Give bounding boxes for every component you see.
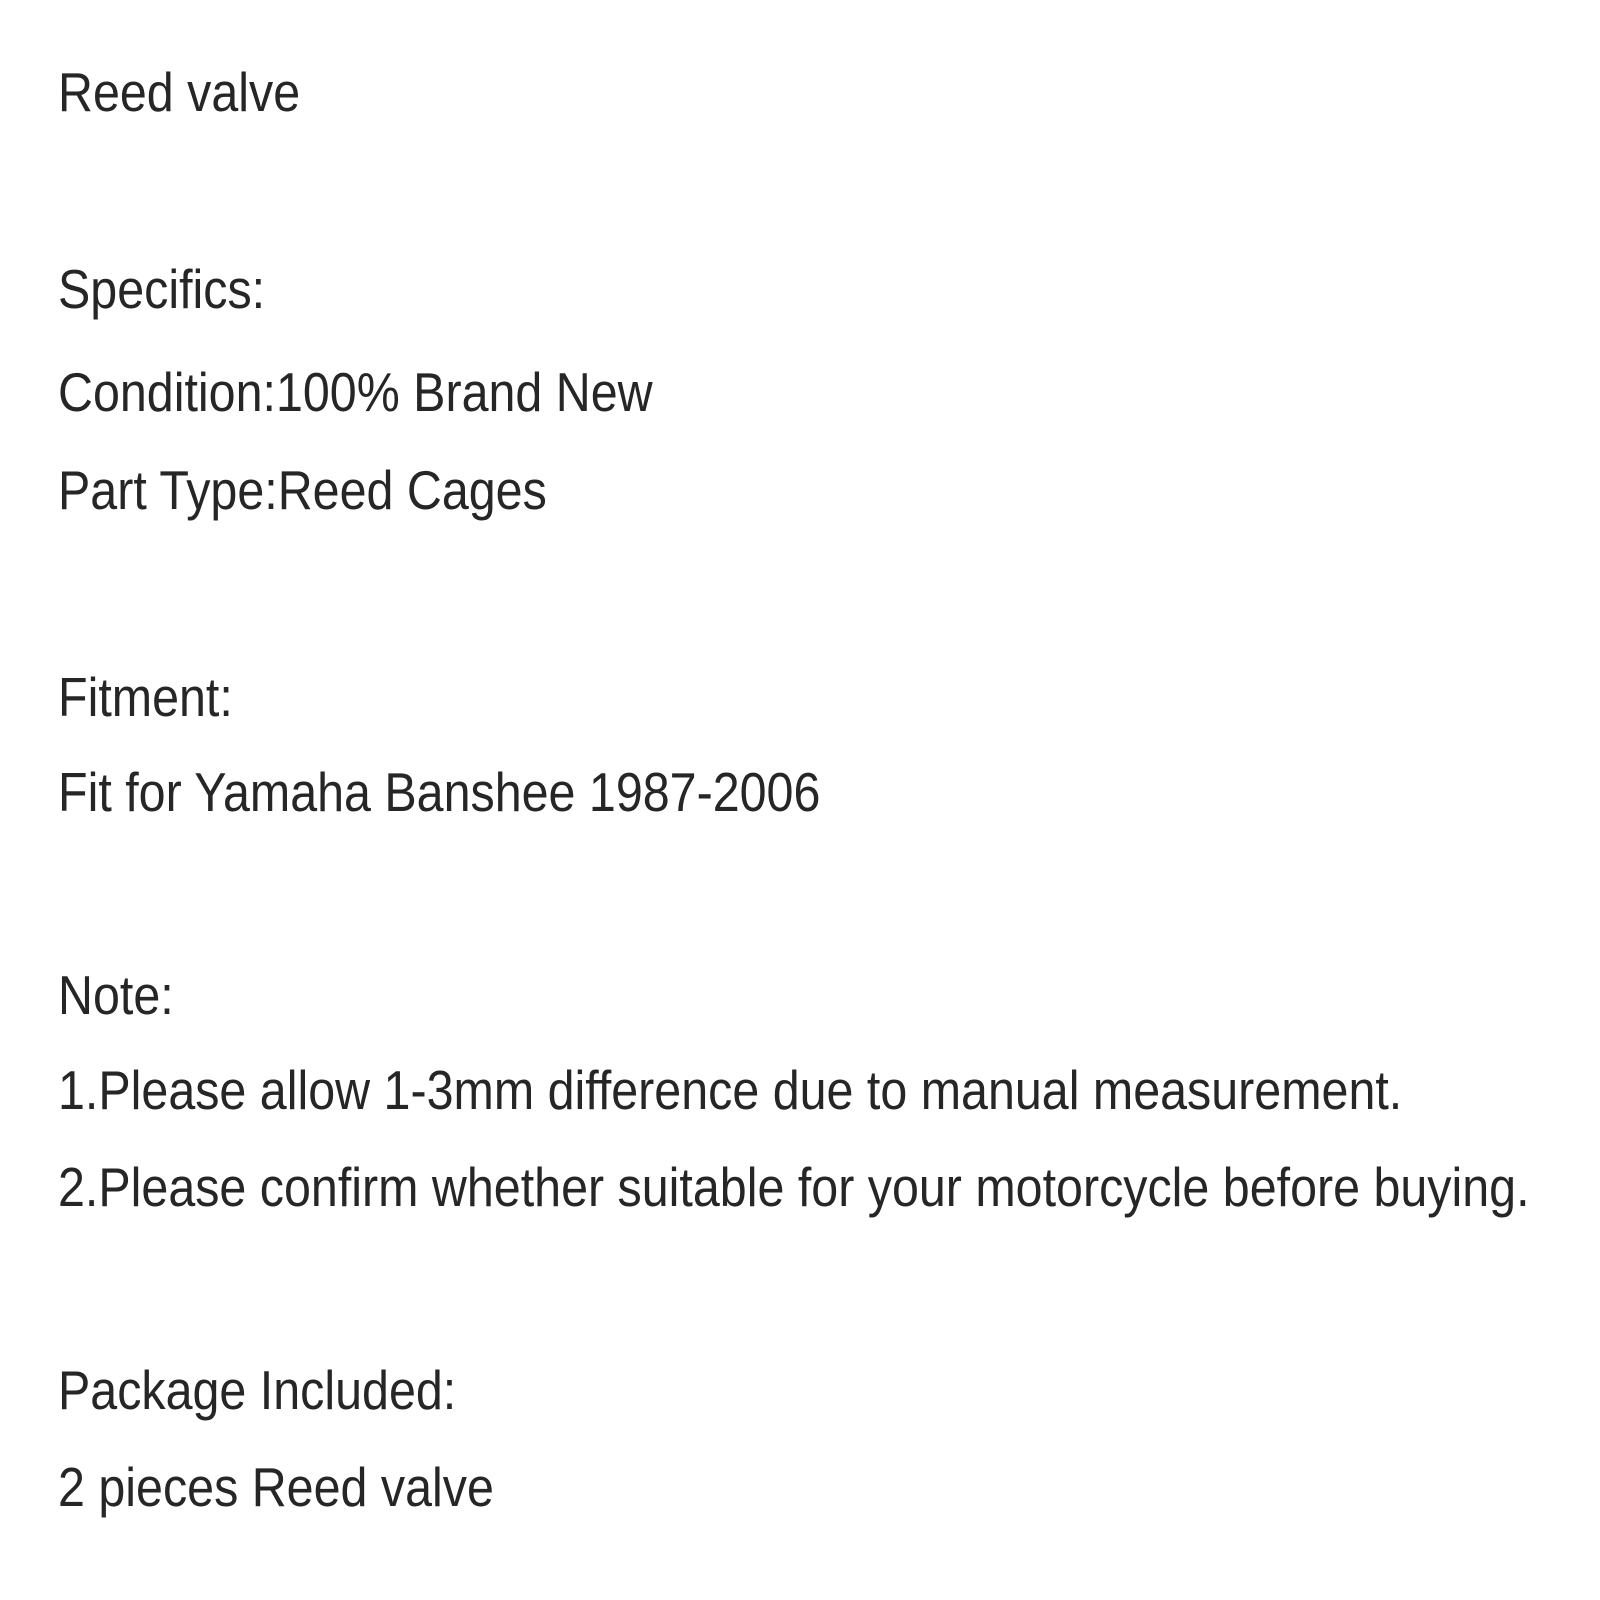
product-title: Reed valve (58, 61, 301, 123)
package-contents-line: 2 pieces Reed valve (58, 1456, 494, 1518)
note-line-1: 1.Please allow 1-3mm difference due to manual measurement. (58, 1059, 1403, 1121)
note-heading: Note: (58, 964, 174, 1026)
condition-line: Condition:100% Brand New (58, 361, 653, 423)
package-included-heading: Package Included: (58, 1359, 457, 1421)
fitment-heading: Fitment: (58, 666, 233, 728)
note-line-2: 2.Please confirm whether suitable for your motorcycle before buying. (58, 1156, 1530, 1218)
fitment-line: Fit for Yamaha Banshee 1987-2006 (58, 761, 821, 823)
specifics-heading: Specifics: (58, 258, 266, 320)
part-type-line: Part Type:Reed Cages (58, 459, 547, 521)
